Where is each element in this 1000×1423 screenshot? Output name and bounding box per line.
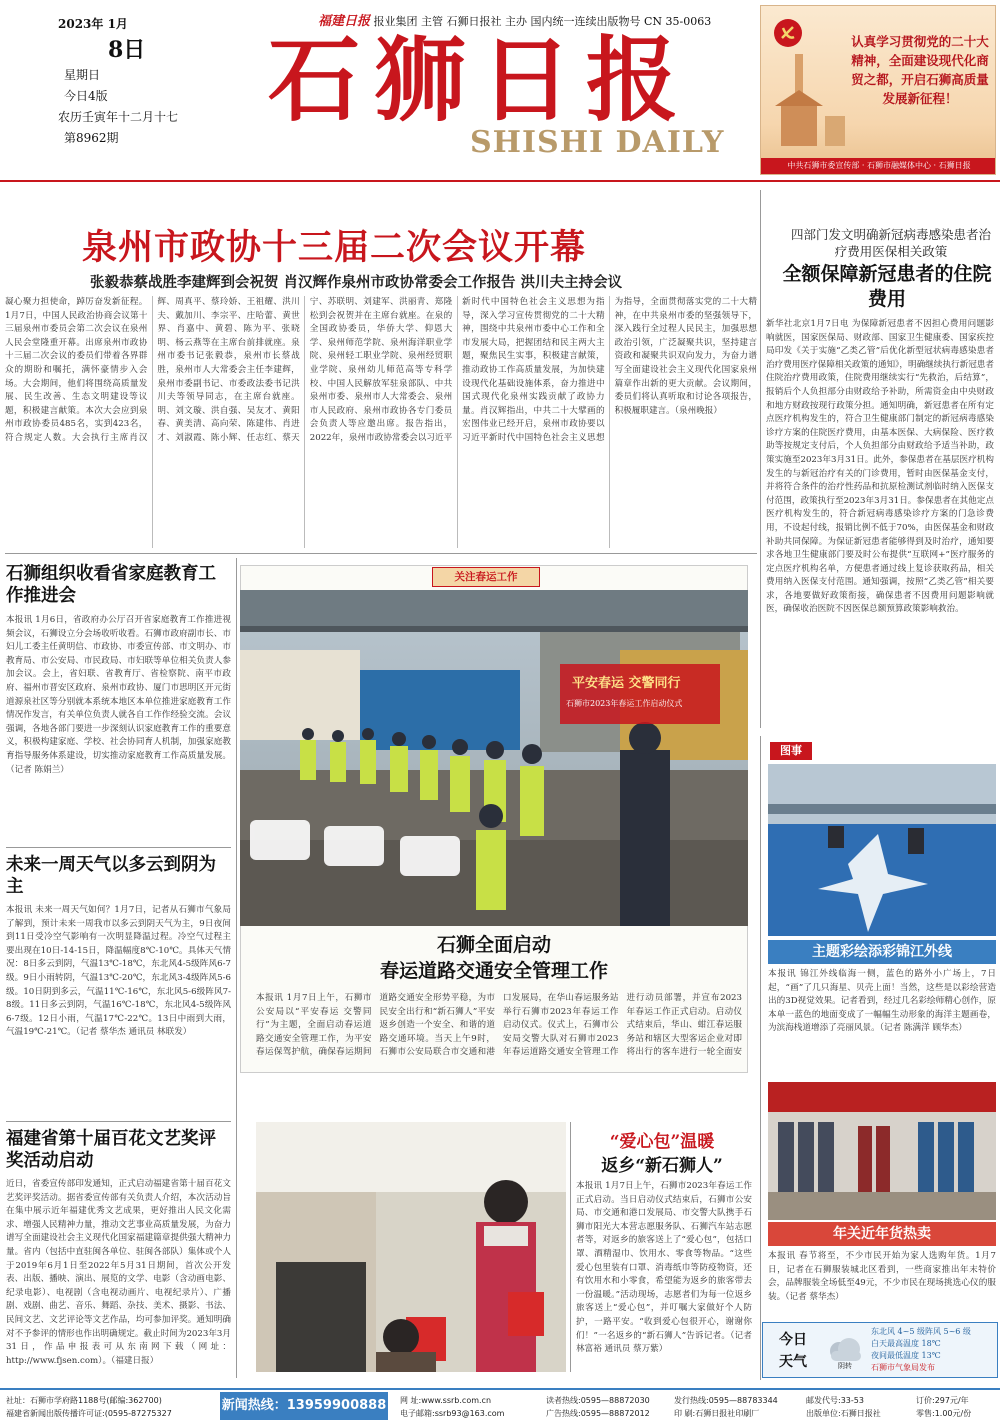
feature-body: 本报讯 1月7日上午，石狮市公安局以“平安春运 交警同行”为主题，全面启动春运道路交通安全管理工作，为平安春运保驾护航，确保春运期间道路交通安全形势平稳，为市民安全出行和“新石狮人”平安返乡创造一个安全、和谐的道路交通环境。当天上午9时，石狮市公安局联合市交通和港口发展局，在华山春运服务站举行石狮市2023年春运工作启动仪式。仪式上，石狮市公安局交警大队对石狮市2023年春运道路交通安全管理工作进行动员部署，并宣布2023年春运工作正式启动。启动仪式结束后，华山、蚶江春运服务站和辖区大型客运企业对即将出行的客车进行一轮全面安 xyxy=(256,993,742,1058)
clothing-market-image xyxy=(768,1082,996,1220)
issue-date: 2023年 1月 xyxy=(58,17,128,31)
lead-subtitle: 张毅恭蔡战胜李建辉到会祝贺 肖汉辉作泉州市政协常委会工作报告 洪川夫主持会议 xyxy=(90,274,623,291)
divider xyxy=(5,553,757,554)
column-rule xyxy=(236,558,237,1378)
column-rule xyxy=(570,1122,571,1372)
photo-news-body-1: 本报讯 锦江外线临海一侧，蓝色的路外小广场上，7日起，“画”了几只海星、贝壳上面！当然，这些是以彩绘营造出的3D视觉效果。记者看到，经过几名彩绘师精心创作，原本单一蓝色的地面变成了一幅幅生动形象的海洋主题画卷，为滨海栈道增添了亮丽风景。（记者 陈满洋 顾华杰） xyxy=(768,969,996,1034)
seaside-painting-photo xyxy=(768,764,996,936)
banner-ad-text: 认真学习贯彻党的二十大精神，全面建设现代化商贸之都，开启石狮高质量发展新征程！ xyxy=(851,34,989,106)
footer-web: 网 址:www.ssrb.com.cn 电子邮箱:ssrb93@163.com xyxy=(400,1396,505,1418)
issue-day: 8日 xyxy=(108,37,146,63)
lead-body: 凝心聚力担使命，踔厉奋发新征程。1月7日，中国人民政治协商会议第十三届泉州市委员会第二次会议在泉州人民会堂隆重开幕。出席泉州市政协十三届二次会议的委员们带着各界群众的期盼和嘱托，满怀豪情步入会场。大会期间，他们将围绕高质量发展、民生改善、生态文明建设等议题，积极建言献策。本次大会应到泉州市政协委员485名，实到423名，符合规定人数。大会执行主席肖汉辉、周真平、蔡玲娇、王祖耀、洪川夫、戴加川、李宗平、庄哈蕾、黄世界、肖嘉中、黄碧、陈为平、张晓明、杨云燕等在主席台前排就座。泉州市委书记张毅恭，泉州市长蔡战胜，泉州市人大常委会主任李建辉，泉州市委副书记、市委政法委书记洪川夫等领导同志，在主席台就座。明、刘文璇、洪自强、吴友才、黄阳春、黄美清、高向荣、陈建伟、肖进才、刘淑霞、陈小辉、任志红、蔡天宁、苏联明、刘建军、洪丽青、郑隆松到会祝贺并在主席台就座。在泉的全国政协委员，华侨大学、仰恩大学、泉州师范学院、泉州海洋职业学院、泉州轻工职业学院、泉州经贸职业学院、泉州幼儿师范高等专科学校、中国人民解放军驻泉部队、中共泉州市委、泉州市人大常委会、泉州市人民政府、泉州市政协各专门委员会负责人等应邀出席。报告指出，2022年，泉州市政协常委会以习近平新时代中国特色社会主义思想为指导，深入学习宣传贯彻党的二十大精神，围绕中共泉州市委中心工作和全市发展大局，把握团结和民主两大主题，聚焦民生实事，积极建言献策，推动政协工作高质量发展，为加快建设现代化基础设施体系，奋力推进中国式现代化泉州实践贡献了政协力量。肖汉辉指出，中共二十大擘画的宏图伟业已经开启，泉州市政协要以习近平新时代中国特色社会主义思想为指导，全面贯彻落实党的二十大精神，在中共泉州市委的坚强领导下，深入践行全过程人民民主，加强思想政治引领，广泛凝聚共识，坚持建言资政和凝聚共识双向发力，为奋力谱写全面建设社会主义现代化国家泉州篇章作出新的更大贡献。会议期间，委员们将认真听取和讨论各项报告，积极履职建言。（泉州晚报） xyxy=(5,297,757,443)
masthead-info xyxy=(58,14,179,174)
footer-address: 社址：石狮市学府路1188号(邮编:362700) 福建省新闻出版传播许可证:(0595-87275327 xyxy=(6,1396,172,1418)
issue-lunar: 农历壬寅年十二月十七 xyxy=(58,110,179,124)
weather-box xyxy=(762,1322,998,1378)
newspaper-title: 石狮日报 xyxy=(268,26,693,134)
photo-subbanner: 石狮市2023年春运工作启动仪式 xyxy=(566,699,683,708)
photo-news-title-1: 主题彩绘添彩锦江外线 xyxy=(768,940,996,964)
photo-news-body-2: 本报讯 春节将至，不少市民开始为家人选购年货。1月7日，记者在石狮服装城北区看到，一些商家推出年末特价会，品牌服装全场低至49元，不少市民在现场挑选心仪的服装。（记者 蔡华杰） xyxy=(768,1251,996,1302)
starfish-painting-image xyxy=(768,764,996,936)
photo-news-tag: 图事 xyxy=(770,742,812,760)
feature-title-2: 春运道路交通安全管理工作 xyxy=(379,960,608,982)
left-story-2-body: 本报讯 未来一周天气如何？1月7日，记者从石狮市气象局了解到，预计未来一周我市以多云到阴天气为主，9日夜间到11日受冷空气影响有一次明显降温过程。冷空气过程主要出现在10日-14-15日，降温幅度8℃-10℃。具体天气情况：8日多云到阴，气温13℃-18℃，东北风4-5级阵风6-7级。9日小雨转阴，气温13℃-20℃，东北风3-4级阵风5-6级。10日阴到多云，气温11℃-16℃，东北风5-6级阵风7-8级。11日多云到阴，气温16℃-18℃，东北风4-5级阵风6-7级。12日小雨，气温17℃-22℃。13日中雨到大雨，气温19℃-21℃。（记者 蔡华杰 通讯员 林联发） xyxy=(6,905,231,1038)
divider xyxy=(6,847,231,848)
masthead-rule xyxy=(0,180,1000,182)
banner-ad-footer: 中共石狮市委宣传部 · 石狮市融媒体中心 · 石狮日报 xyxy=(761,158,996,174)
love-bag-photo xyxy=(256,1122,566,1372)
photo-banner: 平安春运 交警同行 xyxy=(572,676,681,691)
news-hotline: 新闻热线：13959900888 xyxy=(220,1392,388,1420)
column-rule xyxy=(760,736,761,1380)
weather-details: 东北风 4~5 级阵风 5~6 级 白天最高温度 18℃ 夜间最低温度 13℃ 石狮市气象局发布 xyxy=(871,1327,971,1372)
left-story-3-title: 福建省第十届百花文艺奖评奖活动启动 xyxy=(6,1129,216,1171)
party-emblem-icon xyxy=(773,18,803,48)
banner-ad xyxy=(760,5,996,175)
love-bag-body: 本报讯 1月7日上午，石狮市2023年春运工作正式启动。当日启动仪式结束后，石狮市公安局、市交通和港口发展局、市交警大队携手石狮市阳光大本营志愿服务队、石狮汽车站志愿者等，对返乡的旅客送上了“爱心包”，包括口罩、酒精湿巾、饮用水、零食等物品。“这些爱心包里装有口罩、消毒纸巾等防疫物资，还有饮用水和小零食，希望能为返乡的旅客带去一份温暖。”活动现场，志愿者们为每一位返乡旅客送上“爱心包”，并叮嘱大家做好个人防护，一路平安。“收到爱心包很开心，谢谢你们！”一名返乡的“新石狮人”告诉记者。（记者 林富裕 通讯员 蔡万紫） xyxy=(576,1181,752,1355)
feature-photo xyxy=(240,590,748,926)
side-kicker: 四部门发文明确新冠病毒感染患者治疗费用医保相关政策 xyxy=(790,227,991,259)
column-rule xyxy=(760,190,761,728)
weather-icon-label: 阴转 xyxy=(838,1362,852,1370)
weather-label-2: 天气 xyxy=(779,1354,807,1370)
newspaper-title-en: SHISHI DAILY xyxy=(470,125,725,160)
footer-rule xyxy=(0,1388,1000,1390)
left-story-1-title: 石狮组织收看省家庭教育工作推进会 xyxy=(6,564,216,606)
lead-columns xyxy=(5,296,757,548)
divider xyxy=(6,1121,231,1122)
love-bag-title-1: “爱心包”温暖 xyxy=(609,1132,715,1152)
market-photo xyxy=(768,1082,996,1220)
landmark-illustration xyxy=(765,46,849,156)
footer-codes: 邮发代号:33-53 出版单位:石狮日报社 xyxy=(806,1396,881,1418)
section-tag: 关注春运工作 xyxy=(432,567,540,587)
publisher-logo: 福建日报 xyxy=(318,14,371,29)
footer-distribution: 发行热线:0595—88783344 印 刷:石狮日报社印刷厂 xyxy=(674,1396,778,1418)
side-body: 新华社北京1月7日电 为保障新冠患者不因担心费用问题影响就医，国家医保局、财政部、国家卫生健康委、国家疾控局印发《关于实施“乙类乙管”后优化新型冠状病毒感染患者治疗费用医疗保障相关政策的通知》，明确继续执行新冠患者住院治疗费用政策，住院费用继续实行“先救治，后结算”，报销后个人负担部分由财政给予补助，所需资金由中央财政和地方财政按现行政策分担。通知明确，新冠患者在所有定点医疗机构发生的，符合卫生健康部门制定的新冠病毒感染诊疗方案的住院医疗费用，由基本医保、大病保险、医疗救助等按规定支付后，个人负担部分由财政给予适当补助，政策实施至2023年3月31日。此外，参保患者在基层医疗机构发生的与新冠治疗有关的门诊费用，暂时由医保基金支付，并将符合条件的治疗性药品和抗原检测试剂临时纳入医保支付范围，政策执行至2023年3月31日。参保患者在其他定点医疗机构发生的，符合新冠病毒感染诊疗方案的门急诊费用，不设起付线，报销比例不低于70%，由医保基金和财政补助共同保障。为保证新冠患者能够得到及时治疗，通知要求各地卫生健康部门要及时公布提供“互联网+”医疗服务的定点医疗机构名单，方便患者通过线上复诊获取药品，相关费用纳入医保支付范围。通知强调，按照“乙类乙管”相关要求，各地要做好政策衔接，确保患者不因费用问题影响就医，确保收治医院不因医保总额预算政策影响救治。 xyxy=(766,319,994,615)
left-story-3-body: 近日，省委宣传部印发通知，正式启动福建省第十届百花文艺奖评奖活动。据省委宣传部有关负责人介绍，本次活动旨在集中展示近年福建优秀文艺成果，更好推出人民文化需求、增强人民精神力量，推动文艺事业高质量发展，为奋力谱写全面建设社会主义现代化国家福建篇章提供强大精神力量。省内（包括中直驻闽各单位、驻闽各部队）集体或个人于2019年6月1日至2022年5月31日期间，首次公开发表、出版、播映、演出、展览的文学、电影（含动画电影、纪录电影）、电视剧（含电视动画片、电视纪录片）、广播剧、戏剧、曲艺、音乐、舞蹈、杂技、美术、摄影、书法、民间文艺、文艺评论等文艺作品，均可参加评奖。通知明确对不予参评的情形也作出明确规定。截止时间为2023年3月31日，作品申报表可从东南网下载（网址：http://www.fjsen.com）。（福建日报） xyxy=(6,1179,231,1366)
issue-number: 第8962期 xyxy=(64,131,119,145)
photo-news-title-2: 年关近年货热卖 xyxy=(768,1222,996,1246)
publisher-line: 福建日报 报业集团 主管 石狮日报社 主办 国内统一连续出版物号 CN 35-0063 xyxy=(318,14,712,29)
feature-title-1: 石狮全面启动 xyxy=(436,934,551,956)
footer-price: 订价:297元/年 零售:1.00元/份 xyxy=(916,1396,972,1418)
issue-weekday: 星期日 xyxy=(64,68,101,82)
left-story-1-body: 本报讯 1月6日，省政府办公厅召开省家庭教育工作推进视频会议，石狮设立分会场收听收看。石狮市政府副市长、市妇儿工委主任黄明信、市政协、市委宣传部、市文明办、市教育局、市公安局、市民政局、市妇联等单位相关负责人参加会议。会上，省妇联、省教育厅、省检察院、南平市政府、福州市晋安区政府、泉州市政协、厦门市思明区开元街道源泉社区等分别就本系统本地区本单位推进家庭教育工作情况作发言，有关单位负责人就各自工作作经验交流。会议强调，各地各部门要进一步深刻认识家庭教育工作的重要意义，积极构建家庭、学校、社会协同育人机制，加强家庭教育指导服务体系建设，切实推动家庭教育工作高质量发展。（记者 陈娟兰） xyxy=(6,615,231,775)
side-title: 全额保障新冠患者的住院费用 xyxy=(782,263,992,310)
footer-phone: 读者热线:0595—88872030 广告热线:0595—88872012 xyxy=(546,1396,650,1418)
weather-label-1: 今日 xyxy=(779,1332,807,1348)
footer xyxy=(0,1392,1000,1422)
love-bag-title-2: 返乡“新石狮人” xyxy=(601,1156,723,1176)
police-ceremony-photo xyxy=(240,590,748,926)
lead-title: 泉州市政协十三届二次会议开幕 xyxy=(82,227,587,268)
issue-pages: 今日4版 xyxy=(64,89,108,103)
left-story-2-title: 未来一周天气以多云到阴为主 xyxy=(6,855,216,897)
weather-icon xyxy=(825,1331,865,1371)
volunteer-bus-photo xyxy=(256,1122,566,1372)
